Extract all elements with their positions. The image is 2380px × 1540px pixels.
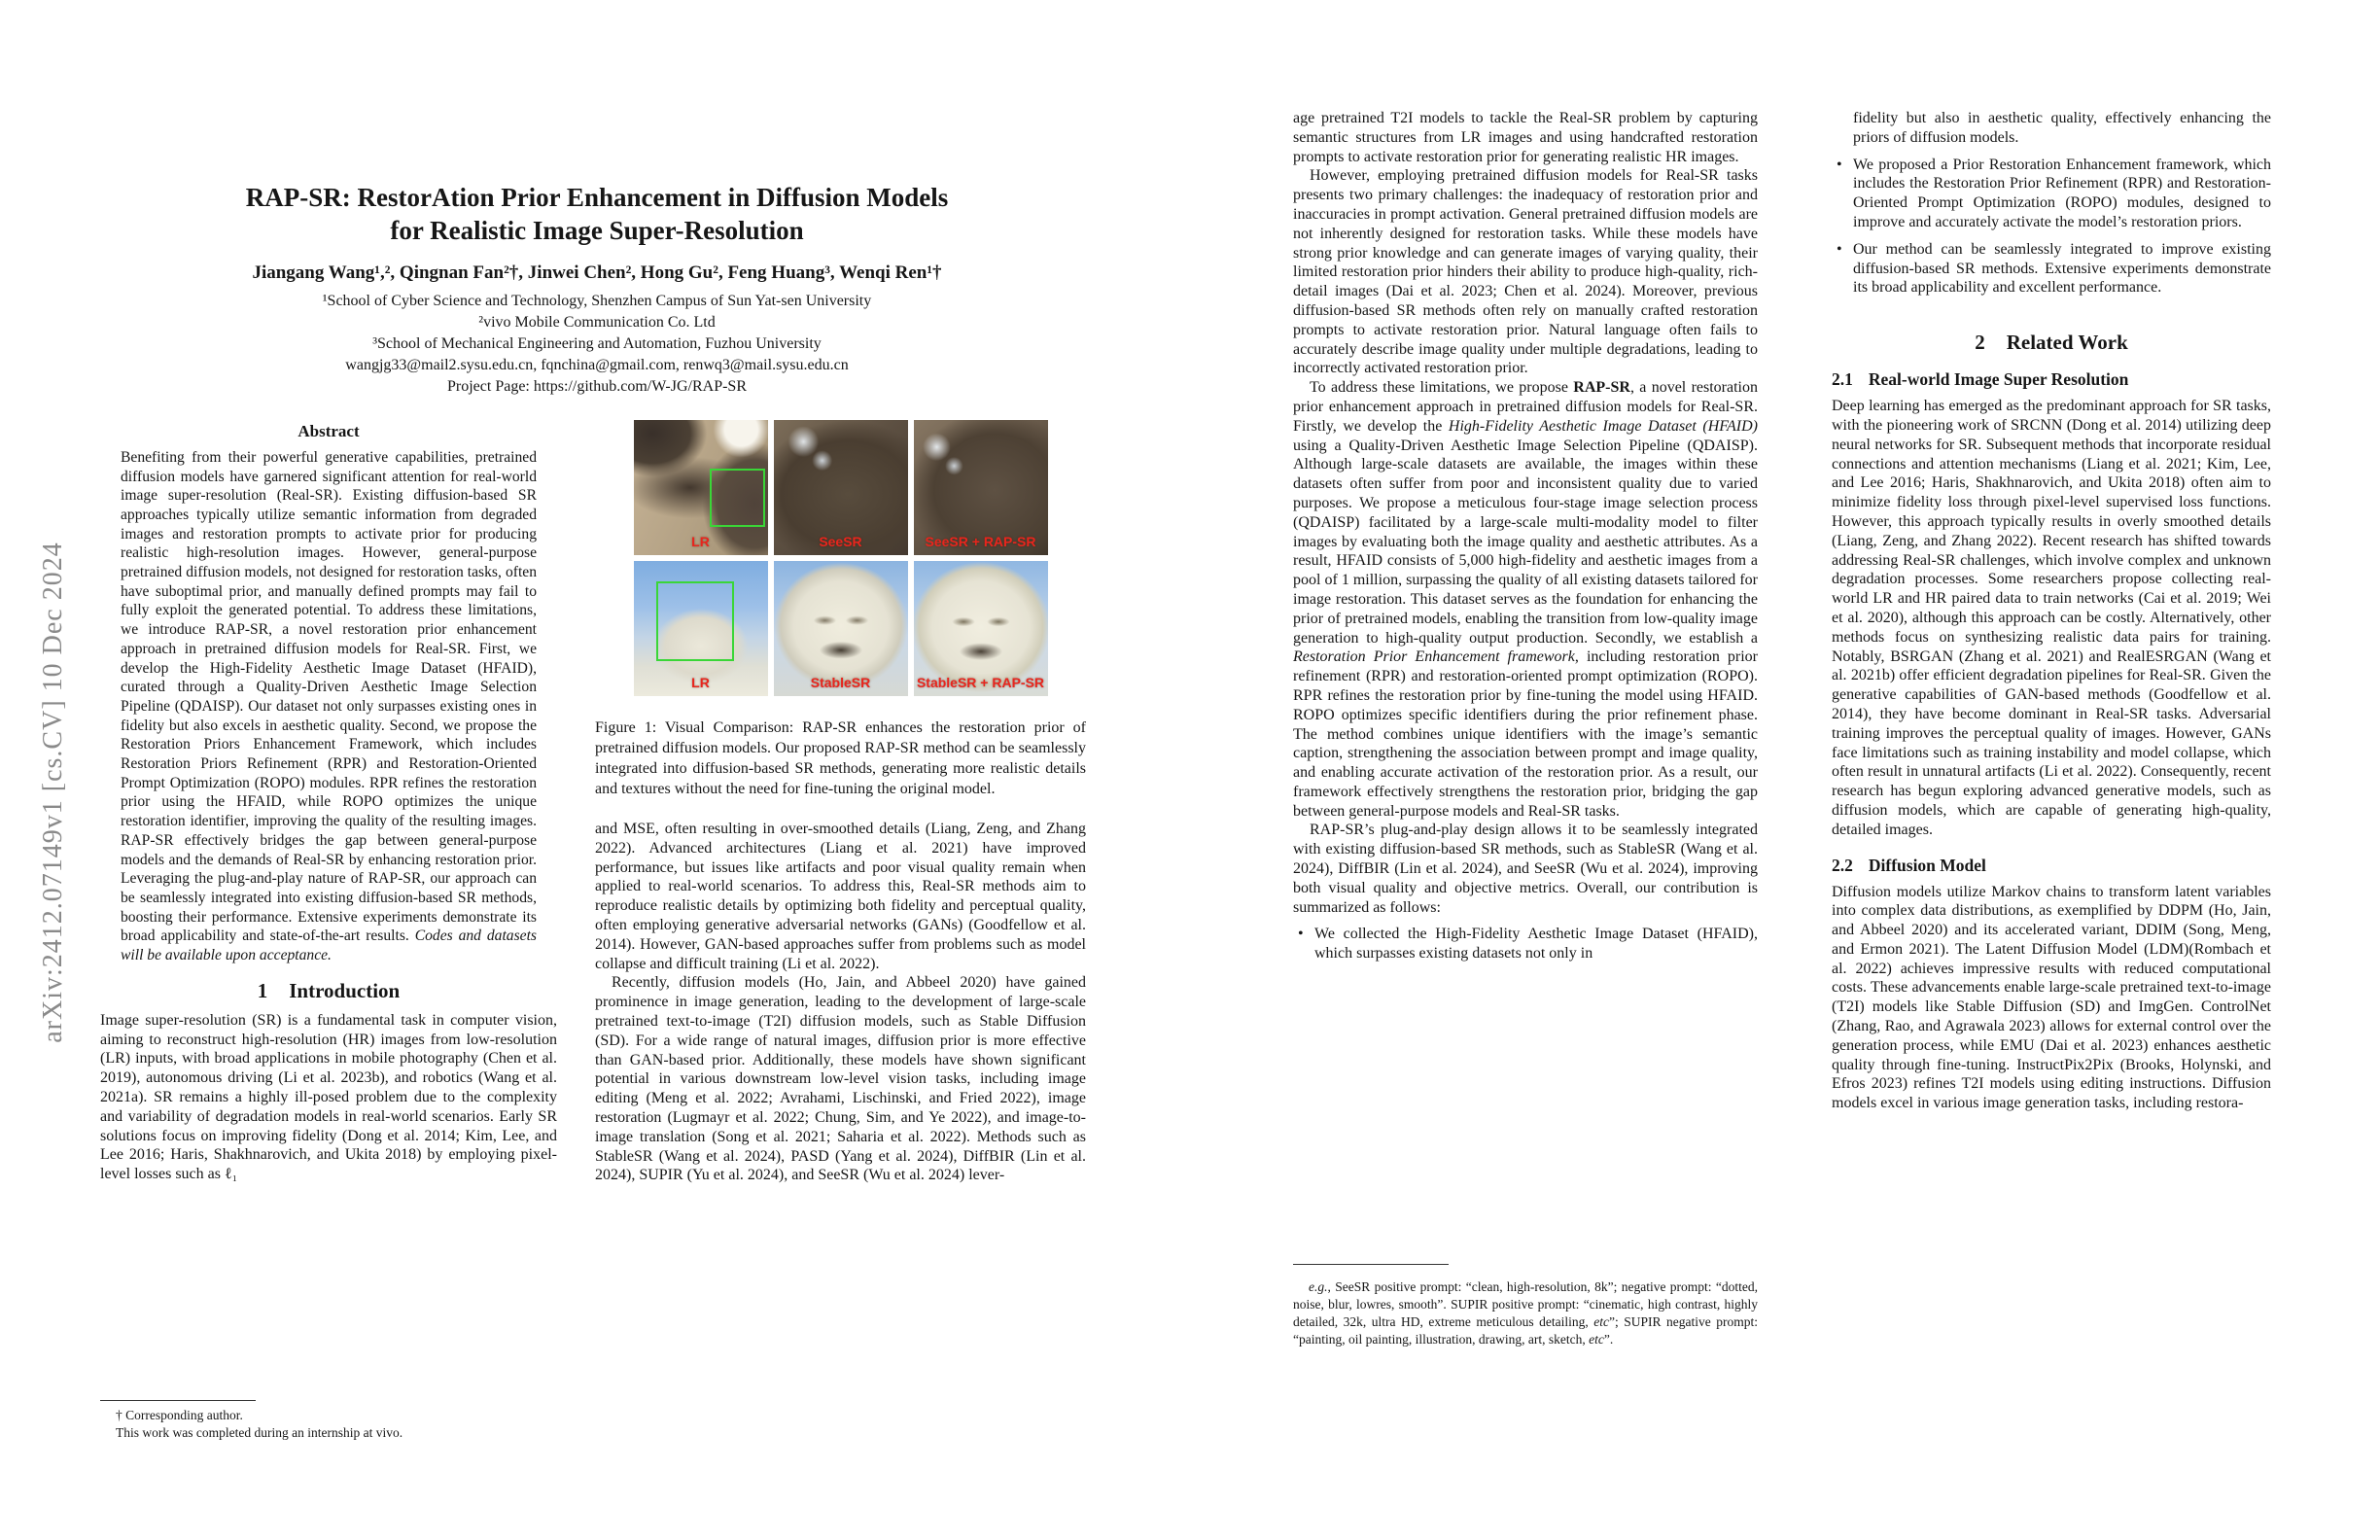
intro-paragraph: Image super-resolution (SR) is a fundamental task in computer vision, aiming to reconstruct high-resolution (HR) images from low-resolution (LR) inputs, with broad applications in mobile photography (Chen et al. 2019), autonomous driving (Li et al. 2023b), and robotics (Wang et al. 2021a). SR remains a highly ill-posed problem due to the complexity and variability of degradation models in real-world scenarios. Early SR solutions focus on improving fidelity (Dong et al. 2014; Kim, Lee, and Lee 2016; Haris, Shakhnarovich, and Ukita 2018) by employing pixel-level losses such as ℓ₁: [100, 1011, 557, 1183]
footnote-right: [1293, 1264, 1758, 1362]
paper-title: [100, 181, 1094, 247]
figure1-image-stablesr: [774, 561, 908, 696]
footnote-corresponding-author: † Corresponding author.: [116, 1408, 243, 1422]
diffusion-model-paragraph: Diffusion models utilize Markov chains to transform latent variables into complex data distributions, as exemplified by DDPM (Ho, Jain, and Abbeel 2020) and its accelerated variant, DDIM (Song, Meng, and Ermon 2021). The Latent Diffusion Model (LDM)(Rombach et al. 2022) achieves impressive results with reduced computational costs. These advancements enable large-scale pretrained text-to-image (T2I) models like Stable Diffusion (SD) and ImgGen. ControlNet (Zhang, Rao, and Agrawala 2023) allows for external control over the generation process, while EMU (Dai et al. 2023) enhances aesthetic quality through fine-tuning. InstructPix2Pix (Brooks, Holynski, and Efros 2023) refines T2I models using editing instructions. Diffusion models excel in various image generation tasks, including restora-: [1832, 883, 2271, 1112]
column-2-body: [595, 820, 1086, 1185]
related-work-sr-paragraph: Deep learning has emerged as the predominant approach for SR tasks, with the pioneering work of SRCNN (Dong et al. 2014) utilizing deep neural networks for SR. Subsequent methods that incorporate residual connections and attention mechanisms (Liang et al. 2021; Kim, Lee, and Lee 2016; Haris, Shakhnarovich, and Ukita 2018) often aim to minimize fidelity loss through pixel-level supervised loss functions. However, this approach typically results in overly smoothed details (Liang, Zeng, and Zhang 2022). Recent research has shifted towards addressing Real-SR challenges, which involve complex and unknown degradation processes. Some researchers propose collecting real-world LR and HR paired data to train networks (Cai et al. 2019; Wei et al. 2020), although this approach can be costly. Alternatively, other methods focus on synthesizing realistic data pairs for training. Notably, BSRGAN (Zhang et al. 2021) and RealESRGAN (Wang et al. 2021b) offer efficient degradation pipelines for Real-SR. Given the generative capabilities of GAN-based methods (Goodfellow et al. 2014), they have become dominant in Real-SR tasks. Adversarial training improves the perceptual quality of images. However, GANs face limitations such as training instability and model collapse, which often result in unnatural artifacts (Li et al. 2022). Consequently, recent research has begun exploring advanced generative models, such as diffusion models, which are capable of generating high-quality, detailed images.: [1832, 398, 2271, 838]
contribution-bullet-2-text: We proposed a Prior Restoration Enhancement framework, which includes the Restoration Prior Refinement (RPR) and Restoration-Oriented Prompt Optimization (ROPO) modules, designed to improve and accurately activate the model’s restoration priors.: [1853, 156, 2271, 230]
figure1-label-6: StableSR + RAP-SR: [916, 675, 1045, 691]
section-heading-related-work: 2 Related Work: [1975, 331, 2128, 355]
col3-paragraph-4: RAP-SR’s plug-and-play design allows it to be seamlessly integrated with existing diffusion-based SR methods, such as StableSR (Wang et al. 2024), DiffBIR (Lin et al. 2024), and SeeSR (Wu et al. 2024), improving both visual quality and objective metrics. Overall, our contribution is summarized as follows:: [1293, 822, 1758, 916]
bullet-dot-icon: •: [1298, 926, 1304, 943]
col3-paragraph-2: However, employing pretrained diffusion models for Real-SR tasks presents two primary challenges: the inadequacy of restoration prior and inaccuracies in prompt activation. General pretrained diffusion models are not inherently designed for restoration tasks. While these models have strong prior knowledge and can generate images of varying quality, their limited restoration prior hinders their ability to produce high-quality, rich-detail images (Dai et al. 2023; Chen et al. 2024). Moreover, previous diffusion-based SR methods often rely on manually crafted restoration prompts to activate restoration prior. Natural language often fails to accurately describe image quality under multiple degradations, leading to incorrectly activated restoration prior.: [1293, 167, 1758, 377]
figure1-image-lr-fur: [634, 420, 768, 555]
figure1-grid: [634, 420, 1048, 696]
figure1-label-4: LR: [691, 675, 710, 691]
contribution-bullet-2: [1832, 156, 2271, 232]
footnote-prompts: e.g., SeeSR positive prompt: “clean, high-resolution, 8k”; negative prompt: “dotted, noise, blur, lowres, smooth”. SUPIR positive prompt: “cinematic, high contrast, highly detailed, 32k, ultra HD, extreme meticulous detailing, etc”; SUPIR negative prompt: “painting, oil painting, illustration, drawing, art, sketch, etc”.: [1293, 1278, 1758, 1348]
contribution-bullet-1-text: We collected the High-Fidelity Aesthetic Image Dataset (HFAID), which surpasses existing datasets not only in: [1314, 926, 1758, 962]
col3-paragraph-1: age pretrained T2I models to tackle the Real-SR problem by capturing semantic structures from LR images and using handcrafted restoration prompts to activate restoration prior for generating realistic HR images.: [1293, 110, 1758, 165]
author-emails: wangjg33@mail2.sysu.edu.cn, fqnchina@gmail.com, renwq3@mail.sysu.edu.cn: [345, 357, 849, 373]
figure1-image-stablesr-rapsr: [914, 561, 1048, 696]
subsection-heading-real-world-sr: 2.1 Real-world Image Super Resolution: [1832, 369, 2129, 390]
subsection-heading-diffusion-model: 2.2 Diffusion Model: [1832, 855, 1986, 875]
figure1-image-lr-buddha: [634, 561, 768, 696]
abstract-text: Benefiting from their powerful generative capabilities, pretrained diffusion models have garnered significant attention for real-world image super-resolution (Real-SR). Existing diffusion-based SR approaches typically utilize semantic information from degraded images and restoration prompts to activate prior for producing realistic high-resolution images. However, general-purpose pretrained diffusion models, not designed for restoration tasks, often have suboptimal prior, and manually defined prompts may fail to fully exploit the generated potential. To address these limitations, we introduce RAP-SR, a novel restoration prior enhancement approach in pretrained diffusion models for Real-SR. First, we develop the High-Fidelity Aesthetic Image Dataset (HFAID), curated through a Quality-Driven Aesthetic Image Selection Pipeline (QDAISP). Our dataset not only surpasses existing ones in fidelity but also excels in aesthetic quality. Second, we propose the Restoration Priors Enhancement Framework, which includes Restoration Priors Refinement (RPR) and Restoration-Oriented Prompt Optimization (ROPO) modules. RPR refines the restoration prior using the HFAID, while ROPO optimizes the unique restoration identifier, improving the quality of the resulting images. RAP-SR effectively bridges the gap between general-purpose models and the demands of Real-SR by enhancing restoration prior. Leveraging the plug-and-play nature of RAP-SR, our approach can be seamlessly integrated into existing diffusion-based SR methods, boosting their performance. Extensive experiments demonstrate its broad applicability and state-of-the-art results. Codes and datasets will be available upon acceptance.: [121, 448, 537, 964]
paper-title-line1: RAP-SR: RestorAtion Prior Enhancement in Diffusion Models: [245, 183, 949, 212]
bullet-dot-icon: •: [1837, 156, 1842, 173]
contribution-bullet-1-continuation: fidelity but also in aesthetic quality, effectively enhancing the priors of diffusion models.: [1853, 110, 2271, 146]
roi-box-green: [656, 581, 734, 661]
bullet-dot-icon: •: [1837, 240, 1842, 258]
affiliation-1: ¹School of Cyber Science and Technology, Shenzhen Campus of Sun Yat-sen University: [322, 293, 872, 309]
section-heading-introduction: 1 Introduction: [257, 978, 401, 1002]
abstract-block: [121, 422, 537, 965]
figure1-image-seesr: [774, 420, 908, 555]
footnote-internship: This work was completed during an internship at vivo.: [116, 1425, 403, 1441]
column-3: [1293, 109, 1758, 963]
roi-box-green: [710, 469, 764, 527]
column-4: [1832, 109, 2271, 1113]
column-1: [100, 422, 557, 1184]
contribution-bullet-1: [1293, 925, 1758, 963]
affiliation-3: ³School of Mechanical Engineering and Automation, Fuzhou University: [372, 335, 822, 352]
figure1-label-2: SeeSR: [819, 534, 862, 550]
footnote-rule: [100, 1400, 256, 1401]
figure1-label-5: StableSR: [810, 675, 871, 691]
contribution-bullet-3-text: Our method can be seamlessly integrated to improve existing diffusion-based SR methods. Extensive experiments demonstrate its broad applicability and excellent performance.: [1853, 240, 2271, 297]
affiliations: [100, 291, 1094, 398]
figure1-label-1: LR: [691, 534, 710, 550]
affiliation-2: ²vivo Mobile Communication Co. Ltd: [478, 314, 716, 331]
col2-paragraph-2: Recently, diffusion models (Ho, Jain, and Abbeel 2020) have gained prominence in image generation, leading to the development of large-scale pretrained text-to-image (T2I) diffusion models, such as Stable Diffusion (SD). For a wide range of natural images, diffusion prior is more effective than GAN-based prior. Additionally, these models have shown significant potential in various downstream low-level vision tasks, including image editing (Meng et al. 2022; Avrahami, Lischinski, and Fried 2022), image restoration (Lugmayr et al. 2022; Chung, Sim, and Ye 2022), and image-to-image translation (Song et al. 2021; Saharia et al. 2022). Methods such as StableSR (Wang et al. 2024), PASD (Yang et al. 2024), DiffBIR (Lin et al. 2024), SUPIR (Yu et al. 2024), and SeeSR (Wu et al. 2024) lever-: [595, 974, 1086, 1184]
figure1-caption: Figure 1: Visual Comparison: RAP-SR enhances the restoration prior of pretrained diffusion models. Our proposed RAP-SR method can be seamlessly integrated into diffusion-based SR methods, generating more realistic details and textures without the need for fine-tuning the original model.: [595, 719, 1086, 797]
col2-paragraph-1: and MSE, often resulting in over-smoothed details (Liang, Zeng, and Zhang 2022). Advanced architectures (Liang et al. 2021) have improved performance, but issues like artifacts and poor visual quality remain when applied to real-world scenarios. To address this, Real-SR methods aim to reproduce realistic details by optimizing both fidelity and perceptual quality, often employing generative adversarial networks (GANs) (Goodfellow et al. 2014). However, GAN-based approaches suffer from problems such as model collapse and difficult training (Li et al. 2022).: [595, 821, 1086, 972]
figure1-image-seesr-rapsr: [914, 420, 1048, 555]
paper-header: [100, 181, 1094, 398]
paper-title-line2: for Realistic Image Super-Resolution: [390, 216, 804, 245]
arxiv-watermark: arXiv:2412.07149v1 [cs.CV] 10 Dec 2024: [38, 542, 68, 1043]
col3-paragraph-3: To address these limitations, we propose RAP-SR, a novel restoration prior enhancement approach in pretrained diffusion models for Real-SR. Firstly, we develop the High-Fidelity Aesthetic Image Dataset (HFAID) using a Quality-Driven Aesthetic Image Selection Pipeline (QDAISP). Although large-scale datasets are available, the images within these datasets often suffer from poor and inconsistent quality due to varied purposes. We propose a meticulous four-stage image selection process (QDAISP) facilitated by a large-scale multi-modality model to filter images by evaluating both the image quality and aesthetic attributes. As a result, HFAID consists of 5,000 high-fidelity and aesthetic images from a pool of 1 million, surpassing the quality of all existing datasets tailored for image restoration. This dataset serves as the foundation for enhancing the prior of pretrained models, enabling the transition from low-quality image generation to high-quality output production. Secondly, we establish a Restoration Prior Enhancement framework, including restoration prior refinement (RPR) and restoration-oriented prompt optimization (ROPO). RPR refines the restoration prior by fine-tuning the model using HFAID. ROPO optimizes specific identifiers during the prior refinement phase. The method combines unique identifiers with the image’s semantic caption, strengthening the association between prompt and image quality, and enabling accurate activation of the restoration prior. As a result, our framework effectively strengthens the restoration prior, bridging the gap between general-purpose models and Real-SR tasks.: [1293, 379, 1758, 820]
project-page-link[interactable]: Project Page: https://github.com/W-JG/RAP-SR: [447, 378, 747, 395]
column-2: [595, 420, 1086, 1185]
footnote-rule: [1293, 1264, 1449, 1265]
abstract-heading: Abstract: [298, 422, 360, 440]
contribution-bullet-3: [1832, 240, 2271, 298]
author-list: Jiangang Wang¹,², Qingnan Fan²†, Jinwei Chen², Hong Gu², Feng Huang³, Wenqi Ren¹†: [252, 262, 942, 283]
footnote-left: [100, 1400, 557, 1442]
figure1-label-3: SeeSR + RAP-SR: [925, 534, 1036, 550]
